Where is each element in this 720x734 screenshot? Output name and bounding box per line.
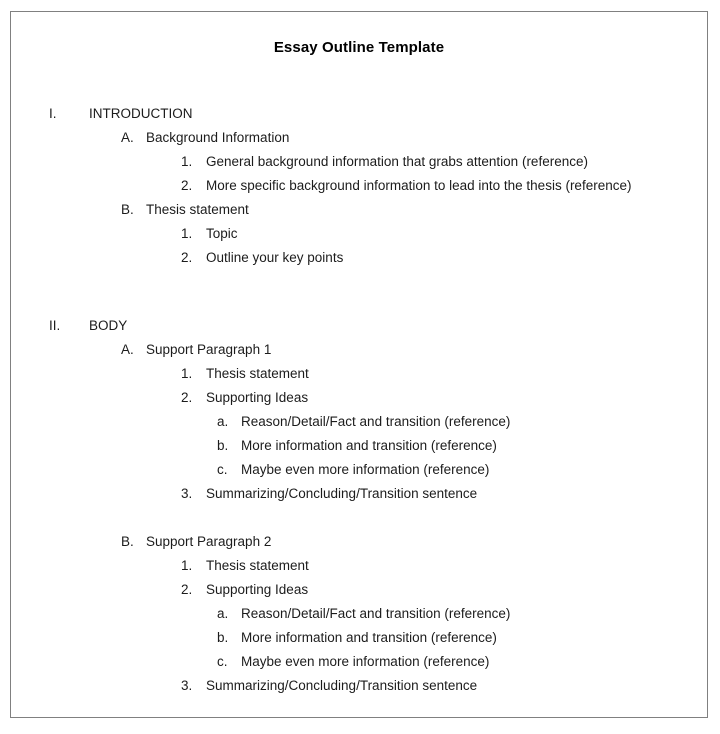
outline-item-label: Thesis statement [206, 558, 309, 573]
outline-item-marker: a. [217, 414, 229, 429]
outline-item-marker: A. [121, 130, 134, 145]
outline-item-label: Thesis statement [146, 202, 249, 217]
outline-item-marker: 1. [181, 226, 193, 241]
outline-item-marker: b. [217, 438, 229, 453]
outline-item-label: Topic [206, 226, 238, 241]
outline-item-marker: 3. [181, 678, 193, 693]
outline-item-label: Support Paragraph 1 [146, 342, 272, 357]
outline-item-marker: c. [217, 462, 228, 477]
outline-item-label: Summarizing/Concluding/Transition sentence [206, 486, 478, 501]
outline-item-label: Thesis statement [206, 366, 309, 381]
outline-item-label: General background information that grabs attention (reference) [206, 154, 588, 169]
outline-item-marker: 1. [181, 366, 193, 381]
outline-item-label: BODY [89, 318, 128, 333]
outline-item-label: More information and transition (reference) [241, 630, 497, 645]
outline-item-label: Summarizing/Concluding/Transition sentence [206, 678, 478, 693]
outline-item-marker: II. [49, 318, 61, 333]
outline-item-label: Outline your key points [206, 250, 344, 265]
page-title: Essay Outline Template [273, 39, 445, 56]
outline-item-label: More specific background information to lead into the thesis (reference) [206, 178, 632, 193]
outline-item-label: Maybe even more information (reference) [241, 462, 490, 477]
outline-item-label: More information and transition (reference) [241, 438, 497, 453]
outline-item-marker: 2. [181, 178, 193, 193]
outline-item-marker: 1. [181, 558, 193, 573]
document-page [10, 11, 708, 718]
outline-item-marker: 2. [181, 390, 193, 405]
outline-item-label: Background Information [146, 130, 290, 145]
outline-item-marker: B. [121, 202, 134, 217]
outline-item-marker: I. [49, 106, 57, 121]
outline-item-marker: 3. [181, 486, 193, 501]
outline-item-label: Reason/Detail/Fact and transition (reference) [241, 606, 511, 621]
outline-item-label: Supporting Ideas [206, 582, 309, 597]
outline-item-label: Supporting Ideas [206, 390, 309, 405]
outline-item-marker: B. [121, 534, 134, 549]
outline-item-label: INTRODUCTION [89, 106, 193, 121]
outline-item-label: Support Paragraph 2 [146, 534, 272, 549]
outline-item-label: Maybe even more information (reference) [241, 654, 490, 669]
outline-item-marker: b. [217, 630, 229, 645]
outline-item-label: Reason/Detail/Fact and transition (reference) [241, 414, 511, 429]
outline-item-marker: a. [217, 606, 229, 621]
outline-item-marker: 1. [181, 154, 193, 169]
outline-item-marker: 2. [181, 582, 193, 597]
outline-item-marker: A. [121, 342, 134, 357]
outline-item-marker: c. [217, 654, 228, 669]
outline-item-marker: 2. [181, 250, 193, 265]
